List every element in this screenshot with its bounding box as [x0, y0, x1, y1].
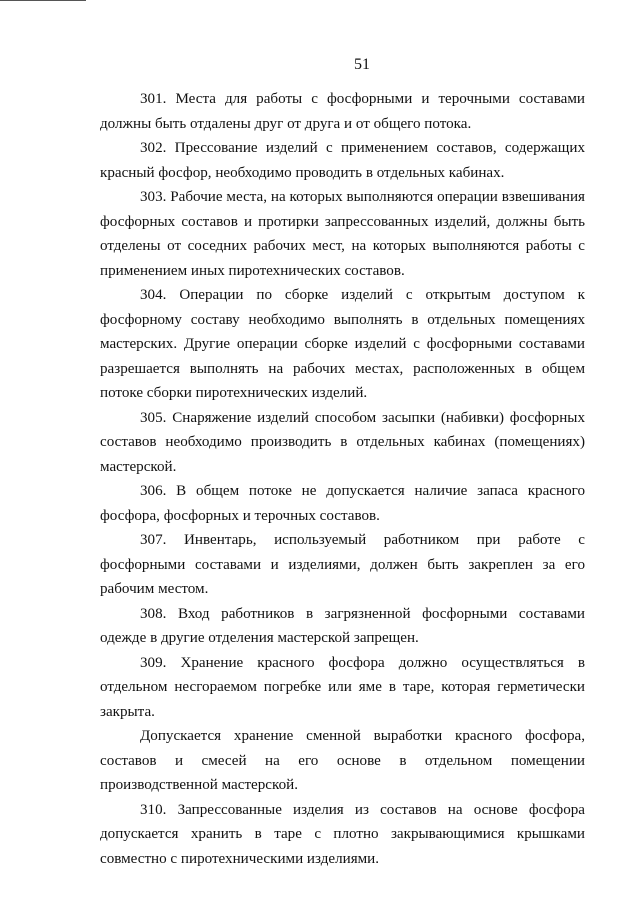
paragraph-309: 309. Хранение красного фосфора должно осуществляться в отдельном несгораемом погребке или яме в таре, которая герметически закрыта.: [100, 654, 585, 720]
paragraph-303: 303. Рабочие места, на которых выполняются операции взвешивания фосфорных составов и протирки запрессованных изделий, должны быть отделены от соседних рабочих мест, на которых выполняются работы с применением иных пиротехнических составов.: [100, 189, 585, 279]
paragraph-307: 307. Инвентарь, используемый работником при работе с фосфорными составами и изделиями, должен быть закреплен за его рабочим местом.: [100, 532, 585, 597]
scan-edge-line: [0, 0, 86, 1]
paragraph-302: 302. Прессование изделий с применением составов, содержащих красный фосфор, необходимо проводить в отдельных кабинах.: [100, 140, 585, 181]
paragraph-306: 306. В общем потоке не допускается наличие запаса красного фосфора, фосфорных и терочных составов.: [100, 483, 585, 524]
paragraph-309-continuation: Допускается хранение сменной выработки красного фосфора, составов и смесей на его основе в отдельном помещении производственной мастерской.: [100, 728, 585, 793]
paragraph-305: 305. Снаряжение изделий способом засыпки (набивки) фосфорных составов необходимо производить в отдельных кабинах (помещениях) мастерской.: [100, 409, 585, 475]
page-number: 51: [354, 56, 370, 73]
paragraph-301: 301. Места для работы с фосфорными и терочными составами должны быть отдалены друг от друга и от общего потока.: [100, 91, 585, 132]
paragraph-308: 308. Вход работников в загрязненной фосфорными составами одежде в другие отделения мастерской запрещен.: [100, 605, 585, 646]
paragraph-304: 304. Операции по сборке изделий с открытым доступом к фосфорному составу необходимо выполнять в отдельных помещениях мастерских. Другие операции сборке изделий с фосфорными составами разрешается выполнять на рабочих местах, расположенных в общем потоке сборки пиротехнических изделий.: [100, 287, 585, 401]
paragraph-310: 310. Запрессованные изделия из составов на основе фосфора допускается хранить в таре с плотно закрывающимися крышками совместно с пиротехническими изделиями.: [100, 801, 585, 867]
document-body: [100, 87, 585, 871]
